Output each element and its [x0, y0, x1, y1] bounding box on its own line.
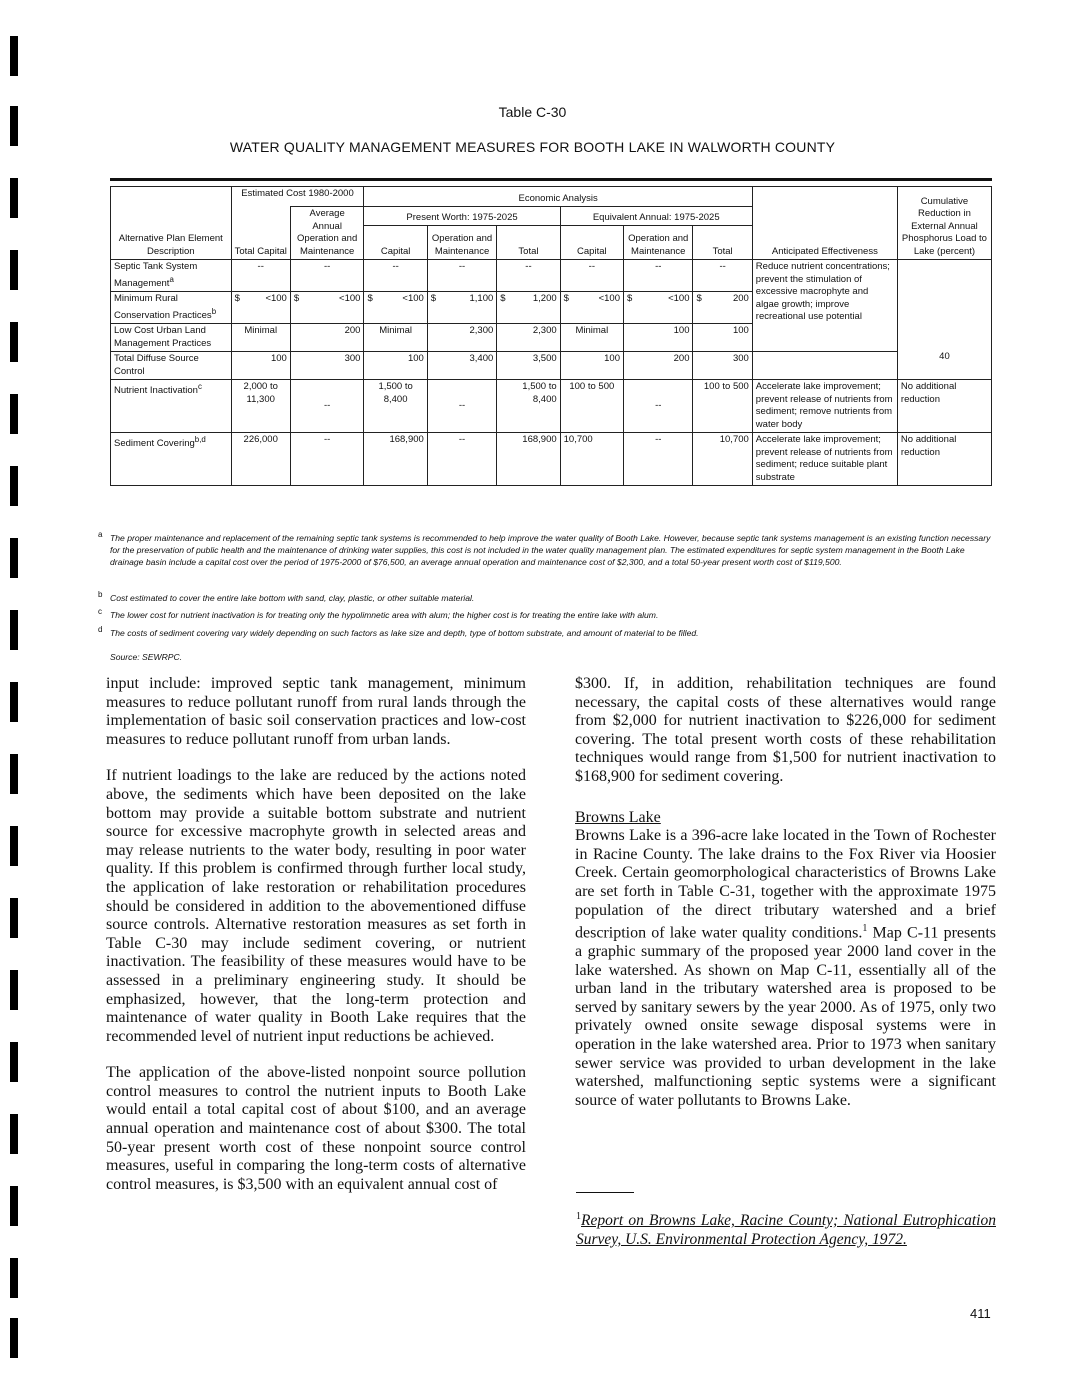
cell-ea-total: 200	[732, 293, 749, 305]
dollar-sign: $	[500, 293, 506, 305]
footnote-rule	[576, 1192, 634, 1193]
cell-pw-total: 168,900	[497, 433, 560, 486]
row-name: Septic Tank System Management	[114, 261, 198, 289]
footnote-c-mark: c	[98, 607, 102, 616]
paragraph	[575, 827, 996, 1110]
cell-total-capital: <100	[265, 293, 287, 305]
cell-pw-capital: --	[364, 260, 427, 292]
cell-pw-om: 1,100	[469, 293, 494, 305]
cell-pw-om: --	[427, 380, 496, 433]
table-number: Table C-30	[498, 104, 567, 120]
cell-avg-annual-om: 300	[290, 352, 364, 380]
footnote-ref: 1	[862, 923, 868, 935]
dollar-sign: $	[234, 293, 240, 305]
table-source: Source: SEWRPC.	[110, 652, 183, 662]
effectiveness-empty	[752, 352, 897, 380]
cell-ea-om: --	[624, 380, 693, 433]
dollar-sign: $	[696, 293, 702, 305]
left-column	[106, 675, 526, 1212]
dollar-sign: $	[367, 293, 373, 305]
binding-mark	[10, 970, 18, 1010]
dollar-sign: $	[293, 293, 300, 305]
page-footnote	[576, 1208, 996, 1249]
cell-avg-annual-om: --	[290, 380, 364, 433]
table-top-rule	[110, 178, 992, 181]
reduction-nutrient: No additional reduction	[897, 380, 991, 433]
binding-mark	[10, 1186, 18, 1226]
cell-ea-om: --	[624, 433, 693, 486]
cell-avg-annual-om: --	[290, 433, 364, 486]
cell-pw-capital: <100	[402, 293, 424, 305]
footnote-b	[98, 590, 995, 604]
header-ea-total: Total	[693, 226, 752, 260]
section-heading: Browns Lake	[575, 808, 661, 826]
header-effectiveness: Anticipated Effectiveness	[752, 187, 897, 260]
binding-mark	[10, 1042, 18, 1082]
paragraph: input include: improved septic tank management, minimum measures to reduce pollutant runoff from rural lands through the implementation of basic soil conservation practices and low-cost measures to reduce pollutant runoff from urban lands.	[106, 675, 526, 748]
cell-pw-total: 3,500	[497, 352, 560, 380]
footnote-a-mark: a	[98, 530, 103, 539]
page-number: 411	[970, 1306, 991, 1321]
paragraph-part: Map C-11 presents a graphic summary of the proposed year 2000 land cover in the lake watershed. As shown on Map C-11, essentially all of the urban land in the tributary watershed area is proposed to be served by sanitary sewers by the year 2000. As of 1975, only two privately owned onsite sewage disposal systems were in operation in the lake watershed area. Prior to 1973 when sanitary sewer service was provided to urban development in the lake watershed, malfunctioning septic systems were a significant source of water pollutants to Browns Lake.	[575, 924, 996, 1109]
cell-ea-om: 200	[624, 352, 693, 380]
header-estimated-cost: Estimated Cost 1980-2000	[231, 187, 364, 207]
cell-ea-om: --	[624, 260, 693, 292]
cell-ea-capital: <100	[598, 293, 620, 305]
table-row	[111, 260, 992, 292]
dollar-sign: $	[563, 293, 569, 305]
row-footnote-mark: a	[169, 274, 174, 284]
cell-ea-total: --	[693, 260, 752, 292]
row-name: Sediment Covering	[114, 438, 195, 450]
cell-total-capital: Minimal	[231, 324, 290, 352]
effectiveness-sediment: Accelerate lake improvement; prevent release of nutrients from sediment; reduce suitable plant substrate	[752, 433, 897, 486]
effectiveness-diffuse: Reduce nutrient concentrations; prevent the stimulation of excessive macrophyte and algae growth; improve recreational use potential	[752, 260, 897, 352]
cell-total-capital: 100	[231, 352, 290, 380]
binding-mark	[10, 538, 18, 578]
binding-mark	[10, 250, 18, 290]
cell-avg-annual-om: <100	[339, 293, 361, 305]
binding-mark	[10, 178, 18, 218]
footnote-d	[98, 625, 995, 639]
binding-mark	[10, 682, 18, 722]
binding-mark	[10, 1114, 18, 1154]
header-pw-capital: Capital	[364, 226, 427, 260]
cell-pw-total: 2,300	[497, 324, 560, 352]
cell-avg-annual-om: 200	[290, 324, 364, 352]
header-ea-capital: Capital	[560, 226, 623, 260]
cell-ea-total: 100	[693, 324, 752, 352]
cost-table	[110, 186, 992, 486]
binding-mark	[10, 898, 18, 938]
header-element: Alternative Plan Element Description	[111, 187, 232, 260]
row-footnote-mark: c	[197, 382, 202, 392]
header-reduction: Cumulative Reduction in External Annual Phosphorus Load to Lake (percent)	[897, 187, 991, 260]
header-pw-total: Total	[497, 226, 560, 260]
cell-ea-capital: 100	[560, 352, 623, 380]
row-name: Nutrient Inactivation	[114, 385, 198, 397]
cell-ea-total: 100 to 500	[693, 380, 752, 433]
table-title: WATER QUALITY MANAGEMENT MEASURES FOR BOOTH LAKE IN WALWORTH COUNTY	[229, 139, 836, 155]
cell-pw-total: --	[497, 260, 560, 292]
reduction-sediment: No additional reduction	[897, 433, 991, 486]
row-name: Minimum Rural Conservation Practices	[114, 293, 212, 321]
binding-mark	[10, 826, 18, 866]
page-footnote-text: Report on Browns Lake, Racine County; National Eutrophication Survey, U.S. Environmental Protection Agency, 1972.	[576, 1212, 996, 1248]
row-name: Total Diffuse Source Control	[114, 353, 199, 377]
cell-pw-total: 1,500 to 8,400	[497, 380, 560, 433]
cell-avg-annual-om: --	[290, 260, 364, 292]
cell-pw-capital: 100	[364, 352, 427, 380]
footnote-a-text: The proper maintenance and replacement of the remaining septic tank systems is recommended to help improve the water quality of Booth Lake. However, because septic tank systems management is an existing function necessary for the preservation of public health and the maintenance of drinking water supplies, this cost is not included in the water quality management plan. The estimated expenditures for septic system management in the Booth Lake drainage basin include a capital cost over the period of 1975-2000 of $76,500, an average annual operation and maintenance cost of $2,300, and a total 50-year present worth cost of $119,500.	[110, 533, 991, 567]
reduction-diffuse: 40	[897, 260, 991, 380]
header-equivalent-annual: Equivalent Annual: 1975-2025	[560, 207, 752, 226]
cell-ea-capital: 10,700	[560, 433, 623, 486]
cell-ea-capital: 100 to 500	[560, 380, 623, 433]
paragraph: If nutrient loadings to the lake are reduced by the actions noted above, the sediments which have been deposited on the lake bottom may provide a suitable bottom substrate and nutrient source for excessive macrophyte growth in selected areas and may release nutrients to the water body, resulting in poor water quality. If this problem is confirmed through further local study, the application of lake restoration or rehabilitation procedures should be considered in addition to the abovementioned diffuse source controls. Alternative restoration measures as set forth in Table C-30 may include sediment covering, or nutrient inactivation. The feasibility of these measures would have to be assessed in a preliminary engineering study. It should be emphasized, however, that the long-term protection and maintenance of water quality in Booth Lake requires that the recommended level of nutrient input reductions be achieved.	[106, 767, 526, 1045]
row-name: Low Cost Urban Land Management Practices	[114, 325, 212, 349]
cell-pw-om: 2,300	[427, 324, 496, 352]
binding-mark	[10, 1258, 18, 1298]
binding-mark	[10, 610, 18, 650]
page-footnote-mark: 1	[576, 1211, 581, 1222]
cell-ea-om: <100	[668, 293, 690, 305]
cell-pw-capital: 1,500 to 8,400	[364, 380, 427, 433]
footnote-d-mark: d	[98, 625, 103, 634]
header-avg-annual-om: Average Annual Operation and Maintenance	[290, 207, 364, 260]
row-footnote-mark: b,d	[194, 435, 206, 445]
cell-pw-om: --	[427, 260, 496, 292]
table-row	[111, 433, 992, 486]
binding-mark	[10, 394, 18, 434]
table-row	[111, 380, 992, 433]
effectiveness-nutrient: Accelerate lake improvement; prevent release of nutrients from sediment; remove nutrients from water body	[752, 380, 897, 433]
cell-ea-total: 10,700	[693, 433, 752, 486]
cell-pw-capital: Minimal	[364, 324, 427, 352]
cell-ea-capital: --	[560, 260, 623, 292]
binding-mark	[10, 1318, 18, 1358]
binding-mark	[10, 36, 18, 76]
paragraph: The application of the above-listed nonpoint source pollution control measures to control the nutrient inputs to Booth Lake would entail a total capital cost of about $100, and an average annual operation and maintenance cost of about $300. The total 50-year present worth cost of these nonpoint source control measures, useful in comparing the long-term costs of alternative control measures, is $3,500 with an equivalent annual cost of	[106, 1064, 526, 1193]
header-ea-om: Operation and Maintenance	[624, 226, 693, 260]
cell-pw-om: --	[427, 433, 496, 486]
paragraph: $300. If, in addition, rehabilitation techniques are found necessary, the capital costs of these alternatives would range from $2,000 for nutrient inactivation to $226,000 for sediment covering. The total present worth costs of these rehabilitation techniques would range from $1,500 for nutrient inactivation to $168,900 for sediment covering.	[575, 675, 996, 785]
cell-pw-total: 1,200	[532, 293, 557, 305]
paragraph-part: Browns Lake is a 396-acre lake located in the Town of Rochester in Racine County. The lake drains to the Fox River via Hoosier Creek. Certain geomorphological characteristics of Browns Lake are set forth in Table C-31, together with the approximate 1975 population of the direct tributary watershed and a brief description of lake water quality conditions.	[575, 827, 996, 942]
header-economic-analysis: Economic Analysis	[364, 187, 752, 207]
cell-pw-om: 3,400	[427, 352, 496, 380]
footnote-d-text: The costs of sediment covering vary widely depending on such factors as lake size and depth, type of bottom substrate, and amount of material to be filled.	[110, 628, 699, 638]
header-pw-om: Operation and Maintenance	[427, 226, 496, 260]
binding-mark	[10, 754, 18, 794]
cell-ea-total: 300	[693, 352, 752, 380]
footnote-b-text: Cost estimated to cover the entire lake bottom with sand, clay, plastic, or other suitable material.	[110, 593, 475, 603]
header-present-worth: Present Worth: 1975-2025	[364, 207, 560, 226]
right-column	[575, 675, 996, 1128]
cell-ea-capital: Minimal	[560, 324, 623, 352]
header-total-capital: Total Capital	[231, 207, 290, 260]
binding-mark	[10, 322, 18, 362]
dollar-sign: $	[430, 293, 437, 305]
cell-total-capital: 2,000 to 11,300	[231, 380, 290, 433]
footnote-c-text: The lower cost for nutrient inactivation is for treating only the hypolimnetic area with alum; the higher cost is for treating the entire lake with alum.	[110, 610, 659, 620]
table-row	[111, 352, 992, 380]
footnote-b-mark: b	[98, 590, 103, 599]
footnote-a	[98, 530, 995, 568]
cell-total-capital: 226,000	[231, 433, 290, 486]
cell-pw-capital: 168,900	[364, 433, 427, 486]
cell-ea-om: 100	[624, 324, 693, 352]
footnote-c	[98, 607, 995, 621]
row-footnote-mark: b	[211, 306, 217, 316]
cell-total-capital: --	[231, 260, 290, 292]
binding-mark	[10, 466, 18, 506]
dollar-sign: $	[627, 293, 633, 305]
